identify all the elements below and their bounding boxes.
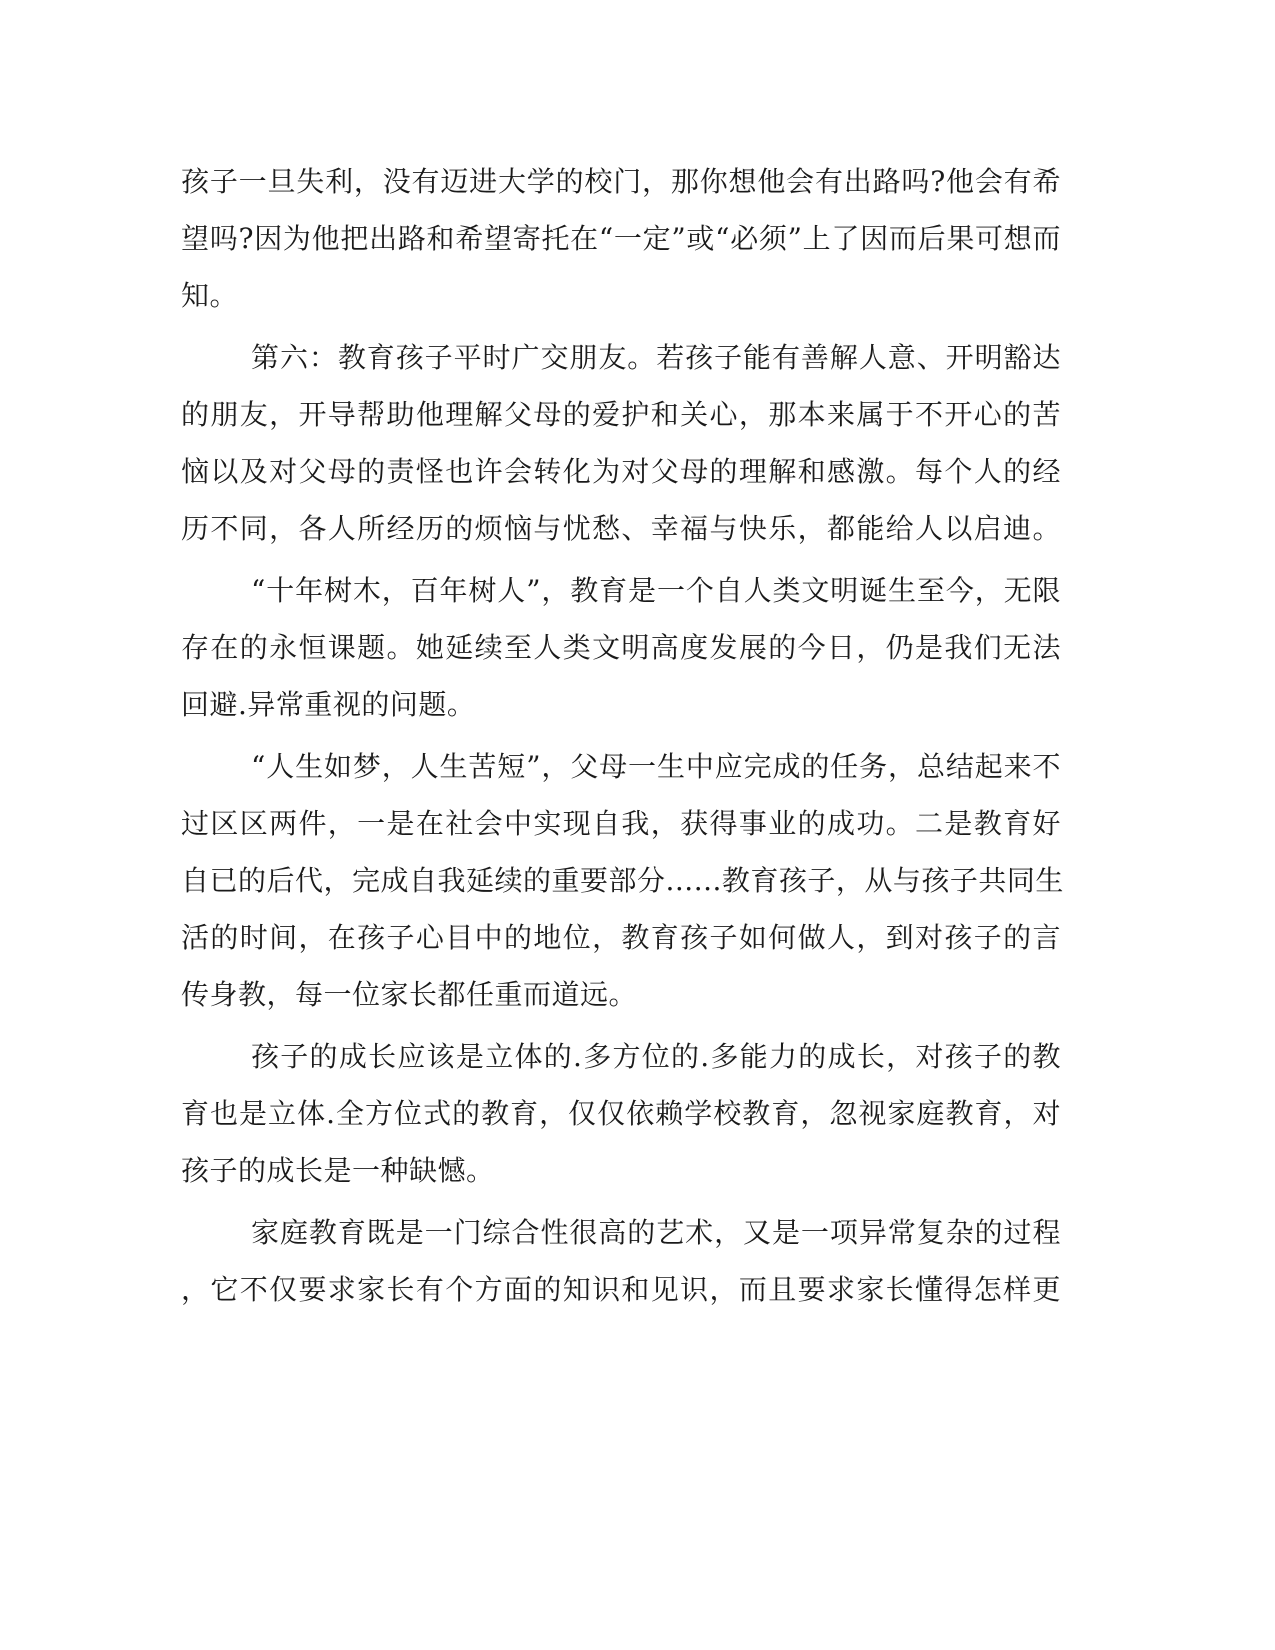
paragraph-first-line: “人生如梦，人生苦短”，父母一生中应完成的任务，总结起来不	[251, 750, 1061, 783]
text-line: 知。	[181, 279, 239, 312]
paragraph-first-line: 孩子的成长应该是立体的.多方位的.多能力的成长，对孩子的教	[251, 1040, 1061, 1073]
text-line: 传身教，每一位家长都任重而道远。	[181, 978, 638, 1011]
text-line: 的朋友，开导帮助他理解父母的爱护和关心，那本来属于不开心的苦	[181, 398, 1061, 431]
text-line: 孩子的成长是一种缺憾。	[181, 1154, 495, 1187]
text-line: 恼以及对父母的责怪也许会转化为对父母的理解和感激。每个人的经	[181, 455, 1061, 488]
text-line: 孩子一旦失利，没有迈进大学的校门，那你想他会有出路吗?他会有希	[181, 165, 1061, 198]
text-line: ，它不仅要求家长有个方面的知识和见识，而且要求家长懂得怎样更	[181, 1273, 1061, 1306]
text-line: 历不同，各人所经历的烦恼与忧愁、幸福与快乐，都能给人以启迪。	[181, 512, 1061, 545]
text-line: 活的时间，在孩子心目中的地位，教育孩子如何做人，到对孩子的言	[181, 921, 1061, 954]
text-line: 回避.异常重视的问题。	[181, 688, 476, 721]
text-line: 过区区两件，一是在社会中实现自我，获得事业的成功。二是教育好	[181, 807, 1061, 840]
paragraph-first-line: 家庭教育既是一门综合性很高的艺术，又是一项异常复杂的过程	[251, 1216, 1061, 1249]
paragraph-first-line: 第六：教育孩子平时广交朋友。若孩子能有善解人意、开明豁达	[251, 341, 1061, 374]
text-line: 自已的后代，完成自我延续的重要部分......教育孩子，从与孩子共同生	[181, 864, 1064, 897]
text-line: 存在的永恒课题。她延续至人类文明高度发展的今日，仍是我们无法	[181, 631, 1061, 664]
text-line: 育也是立体.全方位式的教育，仅仅依赖学校教育，忽视家庭教育，对	[181, 1097, 1061, 1130]
text-line: 望吗?因为他把出路和希望寄托在“一定”或“必须”上了因而后果可想而	[181, 222, 1061, 255]
paragraph-first-line: “十年树木，百年树人”，教育是一个自人类文明诞生至今，无限	[251, 574, 1061, 607]
